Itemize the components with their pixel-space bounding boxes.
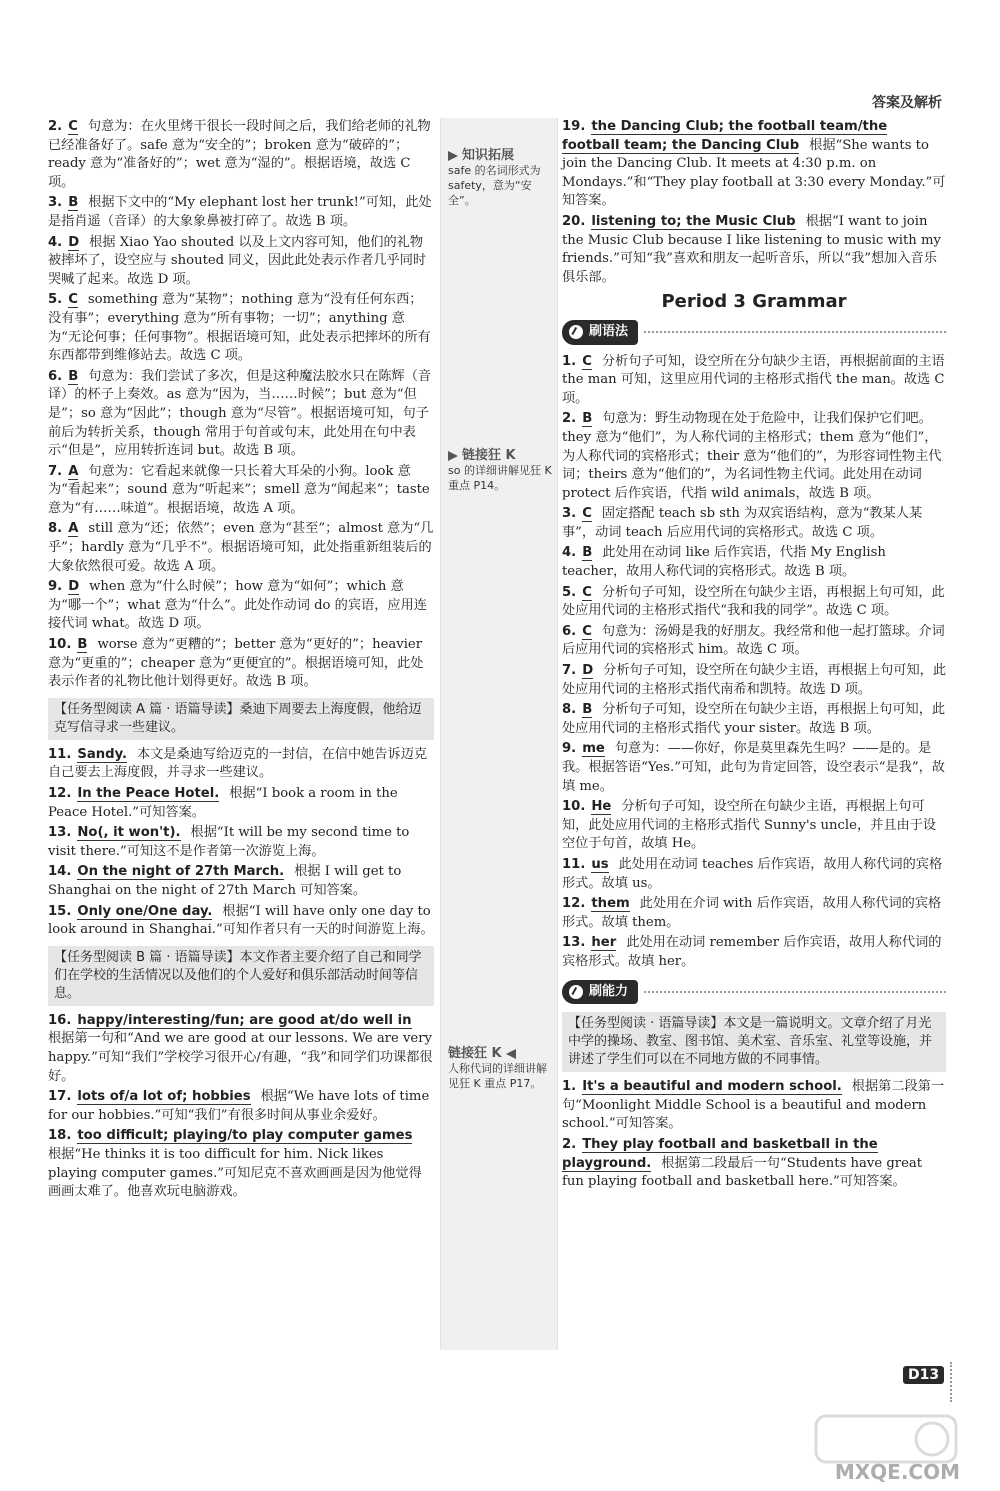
item-explanation: 句意为：在火里烤干很长一段时间之后，我们给老师的礼物已经准备好了。safe 意为“安全的”；broken 意为“破碎的”；ready 意为“准备好的”；wet 意为“湿的”。根据语境，故选 C 项。 [48, 119, 431, 190]
item-answer: C [582, 506, 592, 522]
item-explanation: 句意为：——你好，你是莫里森先生吗？——是的。是我。根据答语“Yes.”可知，此句为肯定回答，设空表示“是我”，故填 me。 [562, 741, 945, 794]
item-explanation: 分析句子可知，设空所在分句缺少主语，再根据前面的主语 the man 可知，这里应用代词的主格形式指代 the man。故选 C 项。 [562, 353, 945, 406]
item-explanation: 根据 I will get to Shanghai on the night of 27th March 可知答案。 [48, 864, 402, 898]
item-explanation: 根据“I want to join the Music Club because I like listening to music with my friends.”可知“我”喜欢和朋友一起听音乐，所以“我”想加入音乐俱乐部。 [562, 213, 941, 285]
item-explanation: 分析句子可知，设空所在句缺少主语，再根据上句可知，此处应用代词的主格形式指代“我和我的同学”。故选 C 项。 [562, 584, 945, 619]
item-explanation: 句意为：我们尝试了多次，但是这种魔法胶水只在陈辉（音译）的杯子上奏效。as 意为“因为，当……时候”；but 意为“但是”；so 意为“因此”；though 意为“尽管”。根据语境可知，句子前后为转折关系，though 常用于句首或句末，此处用在句中表示“但是”，应用转折连词 but。故选 B 项。 [48, 368, 432, 459]
item-answer: B [582, 411, 593, 427]
item-number: 3. [48, 195, 63, 211]
item-number: 8. [562, 702, 577, 718]
item-answer: A [68, 463, 79, 479]
item-explanation: still 意为“还；依然”；even 意为“甚至”；almost 意为“几乎”；hardly 意为“几乎不”。根据语境可知，此处指重新组装后的大象依然很可爱。故选 A 项。 [48, 521, 434, 574]
item-answer: He [591, 799, 612, 815]
item-number: 10. [562, 799, 586, 815]
item-explanation: 根据下文中的“My elephant lost her trunk!”可知，此处是指肖遥（音译）的大象象鼻被打碎了。故选 B 项。 [48, 195, 432, 229]
answer-item [562, 118, 946, 211]
item-answer: them [591, 896, 630, 912]
item-number: 12. [48, 786, 72, 801]
item-explanation: something 意为“某物”；nothing 意为“没有任何东西；没有事”；everything 意为“所有事物；一切”；anything 意为“无论何事；任何事物”。根据语境可知，此处表示把摔坏的所有东西都带到维修站去。故选 C 项。 [48, 292, 431, 364]
answer-item [562, 213, 946, 287]
answer-item [48, 903, 434, 940]
answer-list-reading-b-cont [562, 118, 946, 287]
item-explanation: 根据“It will be my second time to visit there.”可知这不是作者第一次游览上海。 [48, 825, 410, 859]
item-answer: lots of/a lot of; hobbies [77, 1089, 251, 1105]
item-answer: D [68, 579, 80, 595]
item-number: 4. [48, 234, 63, 250]
item-number: 13. [48, 825, 72, 841]
item-number: 2. [48, 119, 63, 134]
item-number: 20. [562, 213, 586, 229]
item-answer: her [591, 935, 617, 951]
note-title: 知识拓展 [462, 148, 515, 163]
item-explanation: 根据第二段第一句“Moonlight Middle School is a beautiful and modern school.”可知答案。 [562, 1079, 945, 1132]
item-explanation: 分析句子可知，设空所在句缺少主语，再根据上句可知，此处应用代词的主格形式指代 your sister。故选 B 项。 [562, 702, 946, 736]
item-answer: B [68, 368, 79, 384]
item-answer: Only one/One day. [77, 903, 213, 919]
note-knowledge-extension [448, 148, 552, 208]
section-label: 刷语法 [589, 323, 629, 339]
pen-icon [568, 984, 584, 1000]
item-answer: us [591, 856, 609, 872]
note-title: 链接狂 K [462, 448, 516, 463]
item-explanation: 固定搭配 teach sb sth 为双宾语结构，意为“教某人某事”，动词 teach 后应用代词的宾格形式。故选 C 项。 [562, 506, 923, 540]
item-number: 1. [562, 1079, 577, 1095]
item-answer: No(, it won't). [77, 825, 181, 841]
item-answer: the Dancing Club; the football team/the football team; the Dancing Club [562, 119, 888, 153]
item-explanation: worse 意为“更糟的”；better 意为“更好的”；heavier 意为“更重的”；cheaper 意为“更便宜的”。根据语境可知，此处表示作者的礼物比他计划得更好。故选 B 项。 [48, 637, 424, 690]
answer-item [48, 1127, 434, 1201]
answer-item [48, 1012, 434, 1086]
item-explanation: 分析句子可知，设空所在句缺少主语，再根据上句可知，此处应用代词的主格形式指代 Sunny's uncle，并且由于设空位于句首，故填 He。 [562, 799, 937, 852]
item-explanation: 根据 Xiao Yao shouted 以及上文内容可知，他们的礼物被摔坏了，设空应与 shouted 同义，因此此处表示作者几乎同时哭喊了起来。故选 D 项。 [48, 234, 427, 287]
answer-item [562, 410, 946, 503]
item-answer: It's a beautiful and modern school. [582, 1079, 842, 1095]
item-number: 13. [562, 935, 586, 951]
item-explanation: when 意为“什么时候”；how 意为“如何”；which 意为“哪一个”；what 意为“什么”。此处作动词 do 的宾语，应用连接代词 what。故选 D 项。 [48, 579, 427, 632]
item-explanation: 根据“She wants to join the Dancing Club. It meets at 4:30 p.m. on Mondays.”和“They play football at 3:30 every Monday.”可知答案。 [562, 137, 946, 209]
item-explanation: 根据“I will have only one day to look around in Shanghai.”可知作者只有一天的时间游览上海。 [48, 903, 434, 938]
section-grammar-header [562, 320, 946, 345]
item-number: 9. [48, 579, 63, 595]
answer-item [48, 746, 434, 783]
item-number: 6. [562, 623, 577, 639]
item-number: 5. [48, 292, 63, 308]
item-answer: happy/interesting/fun; are good at/do well in [77, 1012, 412, 1028]
section-label: 刷能力 [589, 983, 629, 999]
note-text: 人称代词的详细讲解见狂 K 重点 P17。 [448, 1062, 547, 1090]
item-answer: C [582, 584, 592, 600]
answer-item [562, 505, 946, 542]
item-number: 12. [562, 896, 586, 912]
item-number: 3. [562, 506, 577, 522]
section-badge [562, 980, 638, 1005]
arrow-icon [448, 151, 458, 161]
answer-item [48, 234, 434, 290]
reading-guide: 【任务型阅读 · 语篇导读】本文是一篇说明文。文章介绍了月光中学的操场、教室、图书馆、美术室、音乐室、礼堂等设施，并讲述了学生们可以在不同地方做的不同事情。 [562, 1012, 946, 1072]
answer-item [48, 520, 434, 576]
item-answer: me [582, 741, 605, 757]
item-answer: B [582, 702, 593, 718]
answer-list-grammar [562, 353, 946, 972]
header-title: 答案及解析 [872, 95, 942, 111]
item-answer: On the night of 27th March. [77, 864, 285, 880]
item-number: 18. [48, 1128, 72, 1144]
item-explanation: 此处用在动词 teaches 后作宾语，故用人称代词的宾格形式。故填 us。 [562, 856, 943, 891]
item-explanation: 根据第二段最后一句“Students have great fun playing football and basketball here.”可知答案。 [562, 1155, 923, 1190]
item-explanation: 此处用在介词 with 后作宾语，故用人称代词的宾格形式。故填 them。 [562, 896, 942, 930]
item-answer: B [582, 545, 593, 561]
note-text: safe 的名词形式为 safety，意为“安全”。 [448, 164, 541, 207]
item-answer: Sandy. [77, 746, 127, 762]
side-notes-band [440, 118, 558, 1350]
answer-item [562, 662, 946, 699]
item-number: 15. [48, 903, 72, 919]
answer-item [48, 578, 434, 634]
answer-item [562, 1078, 946, 1134]
item-explanation: 句意为：它看起来就像一只长着大耳朵的小狗。look 意为“看起来”；sound 意为“听起来”；smell 意为“闻起来”；taste 意为“有……味道”。根据语境，故选 A 项。 [48, 463, 430, 516]
item-explanation: 根据“He thinks it is too difficult for him. Nick likes playing computer games.”可知尼克不喜欢画画是因为他觉得画画太难了。他喜欢玩电脑游戏。 [48, 1146, 422, 1200]
section-ability-header [562, 980, 946, 1005]
answer-item [48, 863, 434, 900]
dotted-corner [950, 1362, 960, 1402]
answer-item [48, 291, 434, 365]
note-link-k-pronoun [448, 1046, 552, 1091]
item-explanation: 句意为：野生动物现在处于危险中，让我们保护它们吧。they 意为“他们”，为人称代词的主格形式；them 意为“他们”，为人称代词的宾格形式；their 意为“他们的”，为形容词性物主代词；theirs 意为“他们的”，为名词性物主代词。此处用在动词 protect 后作宾语，代指 wild animals，故选 B 项。 [562, 411, 942, 501]
answer-item [562, 1136, 946, 1192]
item-number: 19. [562, 119, 586, 134]
answer-item [48, 1088, 434, 1125]
answer-item [562, 798, 946, 854]
item-explanation: 根据“I book a room in the Peace Hotel.”可知答案。 [48, 786, 398, 820]
item-explanation: 分析句子可知，设空所在句缺少主语，再根据上句可知，此处应用代词的主格形式指代南希和凯特。故选 D 项。 [562, 663, 947, 697]
pen-icon [568, 324, 584, 340]
answer-list-cloze [48, 118, 434, 692]
item-explanation: 根据“We have lots of time for our hobbies.”可知“我们”有很多时间从事业余爱好。 [48, 1089, 430, 1123]
item-number: 11. [562, 856, 586, 872]
item-answer: They play football and basketball in the playground. [562, 1136, 878, 1171]
answer-list-reading-b [48, 1012, 434, 1202]
answer-list-reading [562, 1078, 946, 1192]
item-answer: C [68, 292, 78, 308]
answer-item [562, 740, 946, 796]
answer-item [48, 785, 434, 822]
arrow-left-icon [506, 1049, 516, 1059]
item-answer: In the Peace Hotel. [77, 786, 220, 801]
item-number: 16. [48, 1012, 72, 1028]
note-title: 链接狂 K [448, 1046, 502, 1061]
right-column [562, 118, 946, 1194]
item-answer: too difficult; playing/to play computer games [77, 1128, 413, 1144]
dotted-divider [644, 991, 946, 993]
item-answer: A [68, 521, 79, 537]
item-explanation: 此处用在动词 remember 后作宾语，故用人称代词的宾格形式。故填 her。 [562, 935, 942, 969]
answer-item [562, 584, 946, 621]
section-badge [562, 320, 638, 345]
item-answer: D [582, 663, 594, 679]
item-number: 2. [562, 1136, 577, 1152]
item-answer: B [68, 195, 79, 211]
item-number: 14. [48, 864, 72, 880]
page-number: D13 [903, 1366, 944, 1384]
item-number: 8. [48, 521, 63, 537]
item-number: 7. [48, 463, 63, 479]
answer-item [562, 934, 946, 971]
arrow-icon [448, 451, 458, 461]
answer-item [562, 353, 946, 409]
item-number: 10. [48, 637, 72, 653]
answer-item [48, 636, 434, 692]
answer-item [562, 544, 946, 581]
item-answer: B [77, 637, 88, 653]
item-number: 5. [562, 584, 577, 600]
answer-item [562, 856, 946, 893]
answer-item [562, 701, 946, 738]
item-explanation: 根据第一句和“And we are good at our lessons. We are very happy.”可知“我们”学校学习很开心/有趣，“我”和同学们功课都很好。 [48, 1031, 433, 1084]
item-answer: D [68, 234, 80, 250]
item-number: 7. [562, 663, 577, 679]
item-answer: C [582, 353, 592, 369]
answer-list-reading-a [48, 746, 434, 940]
answer-item [48, 463, 434, 519]
item-number: 4. [562, 545, 577, 561]
item-number: 1. [562, 353, 577, 369]
item-number: 6. [48, 368, 63, 384]
left-column [48, 118, 434, 1204]
reading-b-guide: 【任务型阅读 B 篇 · 语篇导读】本文作者主要介绍了自己和同学们在学校的生活情况以及他们的个人爱好和俱乐部活动时间等信息。 [48, 946, 434, 1006]
dotted-divider [644, 331, 946, 333]
item-explanation: 此处用在动词 like 后作宾语，代指 My English teacher，故用人称代词的宾格形式。故选 B 项。 [562, 545, 886, 580]
answer-item [562, 623, 946, 660]
answer-item [48, 824, 434, 861]
answer-item [48, 368, 434, 461]
item-answer: listening to; the Music Club [591, 213, 796, 229]
note-text: so 的详细讲解见狂 K 重点 P14。 [448, 464, 552, 492]
watermark-text: MXQE.COM [834, 1460, 960, 1484]
answer-item [562, 895, 946, 932]
item-number: 17. [48, 1089, 72, 1105]
item-answer: C [68, 119, 78, 134]
period-title: Period 3 Grammar [661, 291, 847, 313]
item-explanation: 句意为：汤姆是我的好朋友。我经常和他一起打篮球。介词后应用代词的宾格形式 him。故选 C 项。 [562, 623, 945, 658]
answer-item [48, 118, 434, 192]
item-number: 2. [562, 411, 577, 427]
item-answer: C [582, 623, 592, 639]
item-number: 9. [562, 741, 577, 757]
reading-a-guide: 【任务型阅读 A 篇 · 语篇导读】桑迪下周要去上海度假，他给迈克写信寻求一些建议。 [48, 698, 434, 740]
answer-item [48, 194, 434, 231]
item-number: 11. [48, 746, 72, 762]
item-explanation: 本文是桑迪写给迈克的一封信，在信中她告诉迈克自己要去上海度假，并寻求一些建议。 [48, 746, 428, 781]
note-link-k-so [448, 448, 552, 493]
